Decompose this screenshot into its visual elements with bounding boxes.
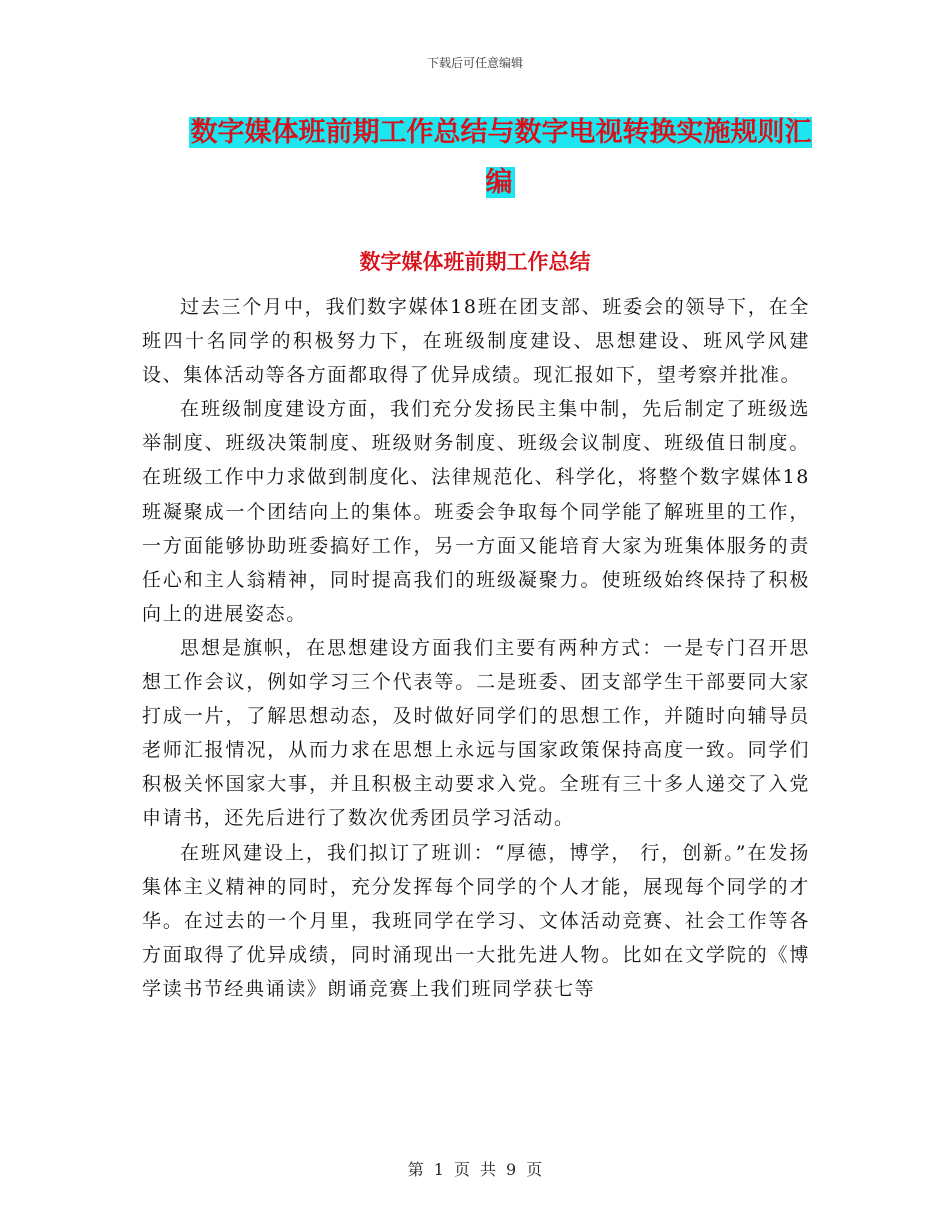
footer-page-word: 第 — [407, 1160, 424, 1179]
page-footer — [0, 1157, 950, 1180]
document-title-text: 数字媒体班前期工作总结与数字电视转换实施规则汇编 — [190, 117, 812, 198]
paragraph: 思想是旗帜，在思想建设方面我们主要有两种方式：一是专门召开思想工作会议，例如学习三个代表等。二是班委、团支部学生干部要同大家打成一片，了解思想动态，及时做好同学们的思想工作，并随时向辅导员老师汇报情况，从而力求在思想上永远与国家政策保持高度一致。同学们积极关怀国家大事，并且积极主动要求入党。全班有三十多人递交了入党申请书，还先后进行了数次优秀团员学习活动。 — [142, 636, 810, 830]
footer-total-word: 共 — [480, 1160, 497, 1179]
paragraph: 在班级制度建设方面，我们充分发扬民主集中制，先后制定了班级选举制度、班级决策制度、班级财务制度、班级会议制度、班级值日制度。在班级工作中力求做到制度化、法律规范化、科学化，将整个数字媒体18班凝聚成一个团结向上的集体。班委会争取每个同学能了解班里的工作，一方面能够协助班委搞好工作，另一方面又能培育大家为班集体服务的责任心和主人翁精神，同时提高我们的班级凝聚力。使班级始终保持了积极向上的进展姿态。 — [142, 398, 810, 625]
paragraph: 在班风建设上，我们拟订了班训：“厚德，博学， 行，创新。”在发扬集体主义精神的同时，充分发挥每个同学的个人才能，展现每个同学的才华。在过去的一个月里，我班同学在学习、文体活动竞赛、社会工作等各方面取得了优异成绩，同时涌现出一大批先进人物。比如在文学院的《博学读书节经典诵读》朗诵竞赛上我们班同学获七等 — [142, 841, 810, 1000]
document-title — [180, 108, 820, 208]
footer-page-unit: 页 — [453, 1160, 470, 1179]
paragraph: 过去三个月中，我们数字媒体18班在团支部、班委会的领导下，在全班四十名同学的积极努力下，在班级制度建设、思想建设、班风学风建设、集体活动等各方面都取得了优异成绩。现汇报如下，望考察并批准。 — [142, 296, 810, 387]
footer-total-unit: 页 — [526, 1160, 543, 1179]
header-note: 下载后可任意编辑 — [426, 56, 523, 70]
section-title: 数字媒体班前期工作总结 — [359, 249, 591, 274]
footer-current-page: 1 — [433, 1160, 444, 1179]
document-body — [142, 290, 810, 1006]
footer-total-pages: 9 — [506, 1160, 517, 1179]
